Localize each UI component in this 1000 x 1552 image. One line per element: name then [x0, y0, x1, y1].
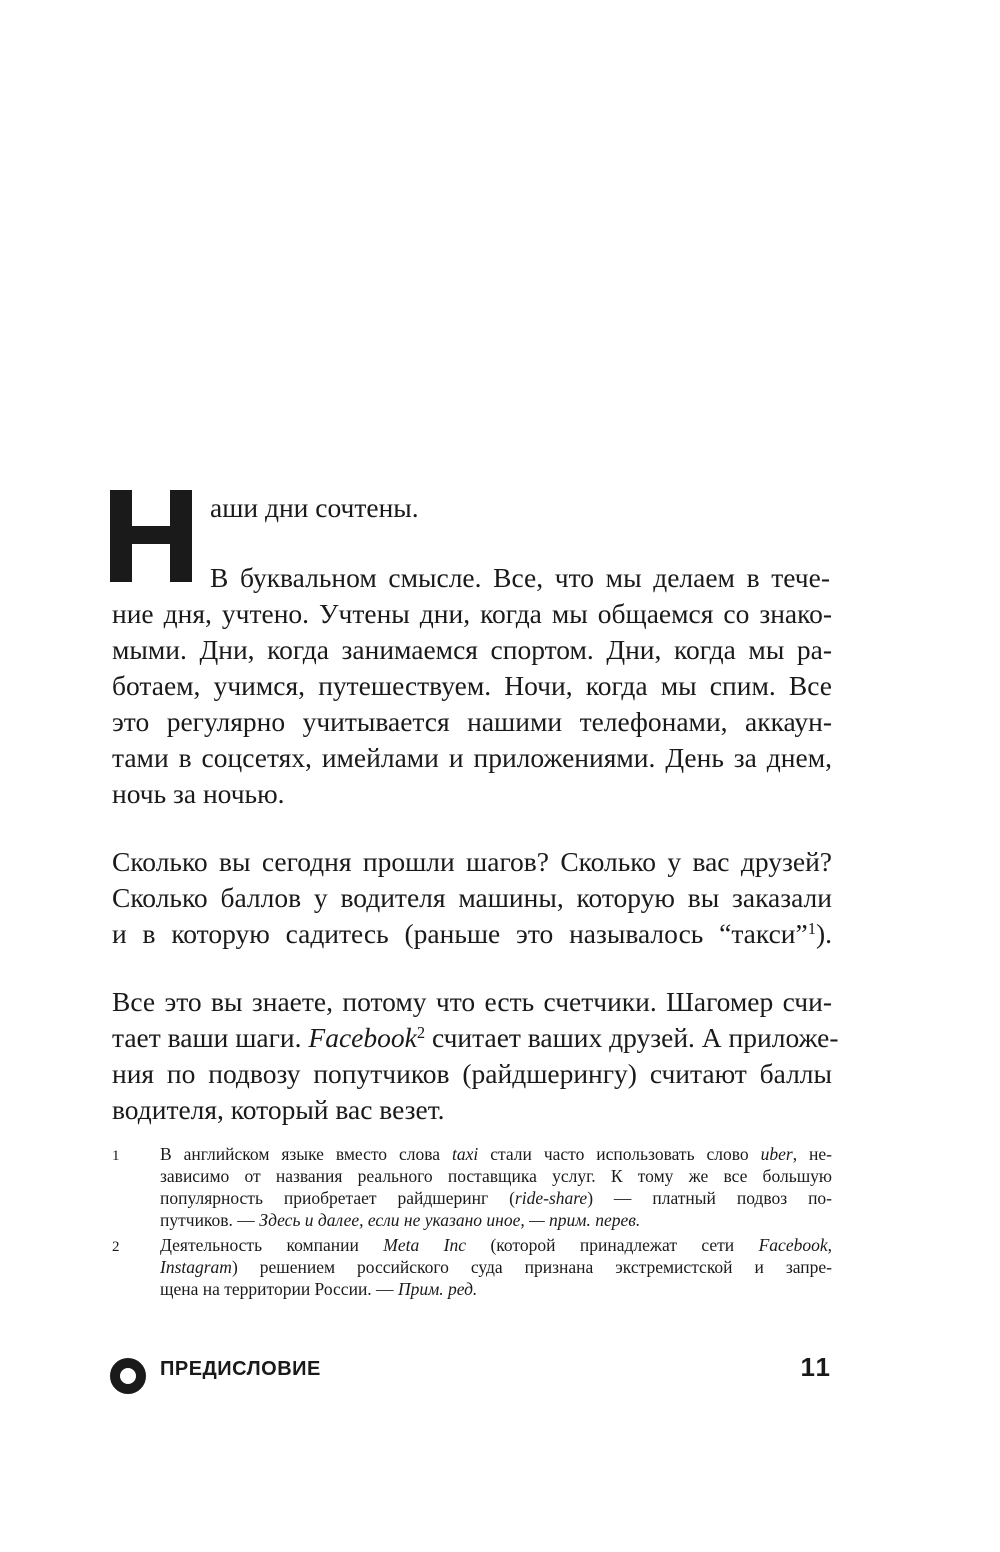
- footnote-2-italic-instagram: Instagram: [160, 1257, 232, 1277]
- footnote-2-text: ) решением российского суда признана экстремистской и запре-: [231, 1257, 832, 1277]
- paragraph-2-line-1: В буквальном смысле. Все, что мы делаем в тече-: [210, 562, 830, 593]
- footnote-2-line-2: [160, 1256, 832, 1278]
- paragraph-2-line-5: это регулярно учитывается нашими телефонами, аккаун-: [112, 706, 832, 737]
- footnote-1-italic-ride-share: ride-share: [514, 1188, 588, 1208]
- footnote-2-italic-facebook: Facebook: [758, 1235, 828, 1255]
- paragraph-3-text: и в которую садитесь (раньше это называлось “такси”: [112, 918, 808, 949]
- paragraph-3-line-2: Сколько баллов у водителя машины, которую вы заказали: [112, 882, 832, 913]
- facebook-italic: Facebook: [308, 1022, 417, 1053]
- footnote-2-text: (которой принадлежат сети: [466, 1235, 759, 1255]
- paragraph-4-text: тает ваши шаги.: [112, 1022, 309, 1053]
- section-circle-icon: [110, 1358, 146, 1394]
- footnote-1-text: популярность приобретает райдшеринг (: [160, 1188, 515, 1208]
- page-number: 11: [800, 1352, 832, 1382]
- footnote-1-text: , не-: [792, 1144, 832, 1164]
- footnote-1-italic-taxi: taxi: [452, 1144, 479, 1164]
- footnote-1-line-3: [160, 1187, 832, 1209]
- footnote-2-line-1: [160, 1234, 832, 1256]
- drop-cap-letter: [110, 490, 192, 582]
- paragraph-4-line-3: ния по подвозу попутчиков (райдшерингу) считают баллы: [112, 1058, 832, 1089]
- paragraph-2-line-2: ние дня, учтено. Учтены дни, когда мы общаемся со знако-: [112, 598, 832, 629]
- footnote-2-number: 2: [112, 1239, 120, 1255]
- footnote-2-text: Деятельность компании: [160, 1235, 384, 1255]
- footnote-1-line-1: [160, 1143, 832, 1165]
- footnote-1-text: В английском языке вместо слова: [160, 1144, 453, 1164]
- footnote-2-text: ,: [827, 1235, 832, 1255]
- paragraph-2-line-3: мыми. Дни, когда занимаемся спортом. Дни, когда мы ра-: [112, 634, 832, 665]
- footnote-2-text: щена на территории России. —: [160, 1279, 398, 1299]
- paragraph-3-line-3: [112, 916, 832, 952]
- footnote-ref-2: 2: [416, 1022, 426, 1042]
- paragraph-4-line-1: Все это вы знаете, потому что есть счетчики. Шагомер счи-: [112, 986, 832, 1017]
- footnote-2-line-3: [160, 1278, 832, 1300]
- footnote-1-italic-note: Здесь и далее, если не указано иное, — прим. перев.: [259, 1210, 641, 1230]
- paragraph-3-line-1: Сколько вы сегодня прошли шагов? Сколько у вас друзей?: [112, 846, 832, 877]
- paragraph-2-line-6: тами в соцсетях, имейлами и приложениями. День за днем,: [112, 742, 832, 773]
- paragraph-4-text-cont: считает ваших друзей. А приложе-: [425, 1022, 839, 1053]
- paragraph-3-text-end: ).: [815, 918, 832, 949]
- footnote-1-line-2: зависимо от названия реального поставщика услуг. К тому же все большую: [160, 1166, 832, 1186]
- footnote-1-number: 1: [112, 1148, 120, 1164]
- paragraph-2-line-7: ночь за ночью.: [112, 778, 285, 809]
- footnote-1-text: путчиков. —: [160, 1210, 260, 1230]
- paragraph-4-line-2: [112, 1020, 839, 1056]
- paragraph-4-line-4: водителя, который вас везет.: [112, 1094, 445, 1125]
- paragraph-2-line-4: ботаем, учимся, путешествуем. Ночи, когда мы спим. Все: [112, 670, 832, 701]
- footnote-1-line-4: [160, 1209, 832, 1231]
- footnote-2-italic-note: Прим. ред.: [397, 1279, 478, 1299]
- footnote-2-italic-meta: Meta Inc: [383, 1235, 467, 1255]
- footnote-ref-1: 1: [807, 918, 816, 938]
- section-title: ПРЕДИСЛОВИЕ: [160, 1358, 321, 1380]
- footnote-1-text: ) — платный подвоз по-: [587, 1188, 833, 1208]
- footnote-1-text: стали часто использовать слово: [478, 1144, 761, 1164]
- footnote-1-italic-uber: uber: [760, 1144, 793, 1164]
- paragraph-1-text: аши дни сочтены.: [210, 492, 419, 523]
